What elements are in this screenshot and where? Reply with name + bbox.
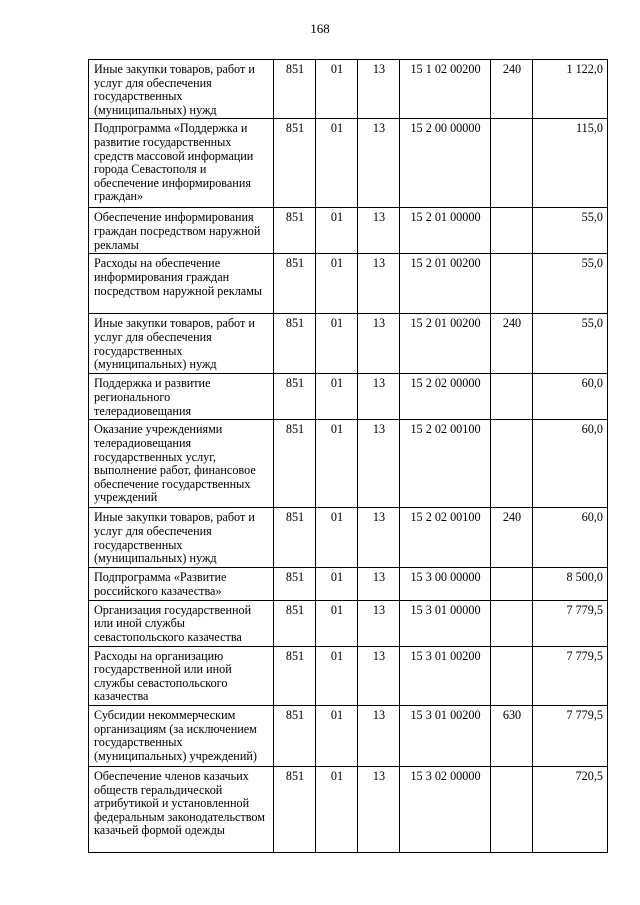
expense-type-cell (491, 646, 533, 705)
ministry-code-cell: 851 (274, 60, 316, 119)
table-row (89, 314, 608, 374)
subsection-code-cell: 13 (358, 314, 400, 374)
page-number: 168 (310, 21, 330, 36)
amount-cell: 7 779,5 (533, 646, 608, 705)
expense-type-cell: 630 (491, 705, 533, 766)
amount-cell: 60,0 (533, 420, 608, 508)
subsection-code-cell: 13 (358, 766, 400, 852)
target-article-cell: 15 3 01 00200 (400, 705, 491, 766)
expense-type-cell (491, 766, 533, 852)
expense-name-cell: Обеспечение информирования граждан посредством наружной рекламы (89, 208, 274, 254)
amount-cell: 1 122,0 (533, 60, 608, 119)
amount-cell: 55,0 (533, 254, 608, 314)
subsection-code-cell: 13 (358, 208, 400, 254)
target-article-cell: 15 2 00 00000 (400, 119, 491, 208)
amount-cell: 115,0 (533, 119, 608, 208)
target-article-cell: 15 1 02 00200 (400, 60, 491, 119)
ministry-code-cell: 851 (274, 766, 316, 852)
ministry-code-cell: 851 (274, 705, 316, 766)
expense-name-cell: Поддержка и развитие регионального телерадиовещания (89, 374, 274, 420)
subsection-code-cell: 13 (358, 568, 400, 600)
target-article-cell: 15 2 02 00100 (400, 508, 491, 568)
expense-name-cell: Иные закупки товаров, работ и услуг для обеспечения государственных (муниципальных) нужд (89, 314, 274, 374)
ministry-code-cell: 851 (274, 119, 316, 208)
subsection-code-cell: 13 (358, 420, 400, 508)
table-row (89, 374, 608, 420)
ministry-code-cell: 851 (274, 314, 316, 374)
target-article-cell: 15 3 02 00000 (400, 766, 491, 852)
expense-type-cell (491, 208, 533, 254)
target-article-cell: 15 2 02 00100 (400, 420, 491, 508)
table-row (89, 208, 608, 254)
section-code-cell: 01 (316, 374, 358, 420)
table-row (89, 254, 608, 314)
table-row (89, 646, 608, 705)
target-article-cell: 15 2 01 00200 (400, 254, 491, 314)
expense-type-cell: 240 (491, 60, 533, 119)
ministry-code-cell: 851 (274, 208, 316, 254)
section-code-cell: 01 (316, 119, 358, 208)
section-code-cell: 01 (316, 766, 358, 852)
ministry-code-cell: 851 (274, 600, 316, 646)
amount-cell: 60,0 (533, 508, 608, 568)
target-article-cell: 15 2 01 00200 (400, 314, 491, 374)
table-row (89, 420, 608, 508)
subsection-code-cell: 13 (358, 374, 400, 420)
expense-name-cell: Расходы на обеспечение информирования граждан посредством наружной рекламы (89, 254, 274, 314)
expense-type-cell (491, 568, 533, 600)
section-code-cell: 01 (316, 208, 358, 254)
subsection-code-cell: 13 (358, 254, 400, 314)
expense-name-cell: Расходы на организацию государственной или иной службы севастопольского казачества (89, 646, 274, 705)
expense-name-cell: Субсидии некоммерческим организациям (за исключением государственных (муниципальных) учреждений) (89, 705, 274, 766)
subsection-code-cell: 13 (358, 600, 400, 646)
ministry-code-cell: 851 (274, 374, 316, 420)
budget-table (88, 59, 608, 853)
expense-name-cell: Организация государственной или иной службы севастопольского казачества (89, 600, 274, 646)
section-code-cell: 01 (316, 60, 358, 119)
amount-cell: 8 500,0 (533, 568, 608, 600)
section-code-cell: 01 (316, 508, 358, 568)
amount-cell: 7 779,5 (533, 705, 608, 766)
amount-cell: 720,5 (533, 766, 608, 852)
target-article-cell: 15 2 01 00000 (400, 208, 491, 254)
table-row (89, 568, 608, 600)
subsection-code-cell: 13 (358, 60, 400, 119)
amount-cell: 55,0 (533, 314, 608, 374)
table-row (89, 600, 608, 646)
section-code-cell: 01 (316, 705, 358, 766)
subsection-code-cell: 13 (358, 646, 400, 705)
expense-name-cell: Обеспечение членов казачьих обществ геральдической атрибутикой и установленной федеральным законодательством казачьей формой одежды (89, 766, 274, 852)
section-code-cell: 01 (316, 600, 358, 646)
table-row (89, 119, 608, 208)
amount-cell: 7 779,5 (533, 600, 608, 646)
expense-type-cell (491, 374, 533, 420)
section-code-cell: 01 (316, 568, 358, 600)
expense-type-cell (491, 420, 533, 508)
subsection-code-cell: 13 (358, 508, 400, 568)
table-row (89, 508, 608, 568)
expense-name-cell: Иные закупки товаров, работ и услуг для обеспечения государственных (муниципальных) нужд (89, 60, 274, 119)
ministry-code-cell: 851 (274, 568, 316, 600)
section-code-cell: 01 (316, 254, 358, 314)
target-article-cell: 15 3 01 00200 (400, 646, 491, 705)
expense-name-cell: Подпрограмма «Развитие российского казачества» (89, 568, 274, 600)
target-article-cell: 15 3 01 00000 (400, 600, 491, 646)
expense-type-cell (491, 119, 533, 208)
expense-name-cell: Иные закупки товаров, работ и услуг для обеспечения государственных (муниципальных) нужд (89, 508, 274, 568)
subsection-code-cell: 13 (358, 119, 400, 208)
table-row (89, 705, 608, 766)
table-row (89, 766, 608, 852)
expense-type-cell (491, 600, 533, 646)
ministry-code-cell: 851 (274, 646, 316, 705)
budget-table-body (89, 60, 608, 853)
expense-name-cell: Оказание учреждениями телерадиовещания государственных услуг, выполнение работ, финансовое обеспечение государственных учреждений (89, 420, 274, 508)
table-row (89, 60, 608, 119)
section-code-cell: 01 (316, 420, 358, 508)
expense-name-cell: Подпрограмма «Поддержка и развитие государственных средств массовой информации города Севастополя и обеспечение информирования граждан» (89, 119, 274, 208)
ministry-code-cell: 851 (274, 420, 316, 508)
expense-type-cell: 240 (491, 508, 533, 568)
section-code-cell: 01 (316, 314, 358, 374)
amount-cell: 60,0 (533, 374, 608, 420)
target-article-cell: 15 2 02 00000 (400, 374, 491, 420)
amount-cell: 55,0 (533, 208, 608, 254)
expense-type-cell (491, 254, 533, 314)
ministry-code-cell: 851 (274, 254, 316, 314)
subsection-code-cell: 13 (358, 705, 400, 766)
target-article-cell: 15 3 00 00000 (400, 568, 491, 600)
ministry-code-cell: 851 (274, 508, 316, 568)
expense-type-cell: 240 (491, 314, 533, 374)
section-code-cell: 01 (316, 646, 358, 705)
